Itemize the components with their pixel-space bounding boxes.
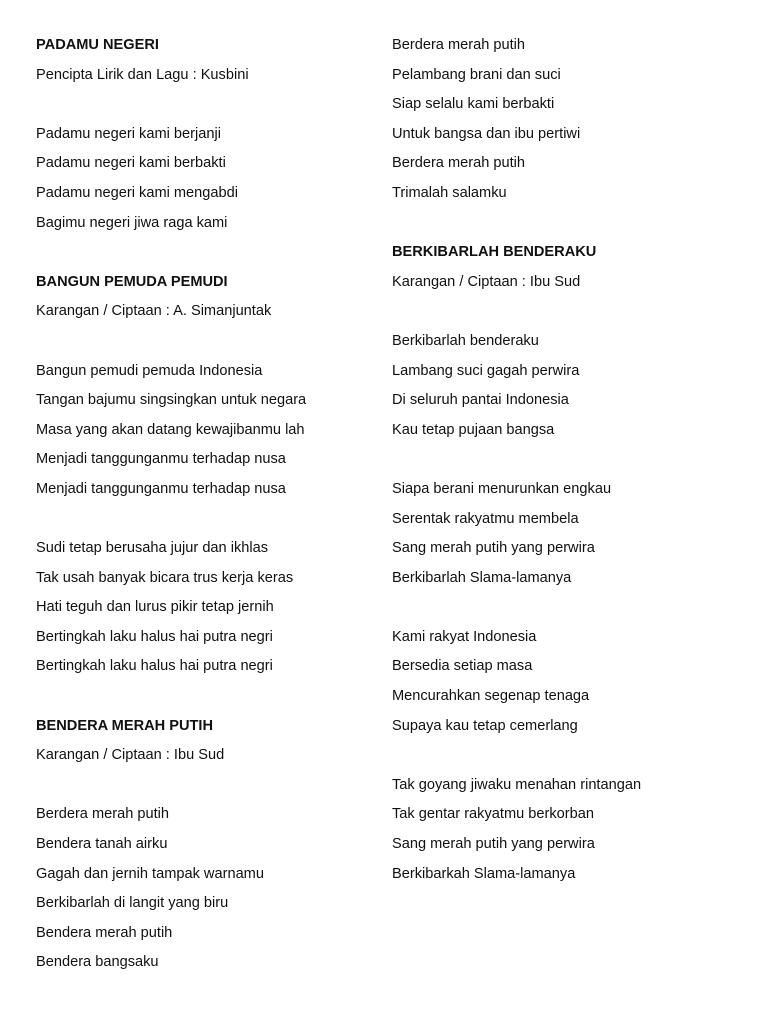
lyric-line: Tak usah banyak bicara trus kerja keras [36,569,294,586]
lyric-line: Bertingkah laku halus hai putra negri [36,658,273,675]
lyric-line: Berkibarlah Slama-lamanya [392,569,572,586]
stanza-gap [36,505,376,535]
lyric-line: Untuk bangsa dan ibu pertiwi [392,125,581,142]
lyric-line: Siapa berani menurunkan engkau [392,480,612,497]
lyric-line: Gagah dan jernih tampak warnamu [36,865,264,882]
stanza-gap [36,771,376,801]
lyric-line: Serentak rakyatmu membela [392,510,579,527]
lyric-line: Sang merah putih yang perwira [392,836,595,853]
lyric-line: Padamu negeri kami berbakti [36,155,226,172]
song-title: BENDERA MERAH PUTIH [36,717,214,734]
lyric-line: Bendera merah putih [36,924,173,941]
lyric-line: Karangan / Ciptaan : Ibu Sud [392,273,581,290]
stanza-gap [36,327,376,357]
lyric-line: Kami rakyat Indonesia [392,628,537,645]
stanza-gap [392,297,732,327]
lyric-line: Karangan / Ciptaan : A. Simanjuntak [36,303,272,320]
stanza-gap [36,682,376,712]
lyric-line: Tak gentar rakyatmu berkorban [392,806,594,823]
lyric-line: Padamu negeri kami mengabdi [36,184,238,201]
lyric-line: Lambang suci gagah perwira [392,362,580,379]
lyric-line: Bertingkah laku halus hai putra negri [36,628,273,645]
lyric-line: Sang merah putih yang perwira [392,540,595,557]
lyric-line: Sudi tetap berusaha jujur dan ikhlas [36,540,269,557]
lyric-line: Bendera tanah airku [36,836,168,853]
lyric-line: Menjadi tanggunganmu terhadap nusa [36,451,286,468]
lyric-line: Bangun pemudi pemuda Indonesia [36,362,263,379]
lyric-line: Kau tetap pujaan bangsa [392,421,555,438]
lyric-line: Pelambang brani dan suci [392,66,561,83]
lyric-line: Di seluruh pantai Indonesia [392,392,569,409]
lyric-line: Masa yang akan datang kewajibanmu lah [36,421,305,438]
lyric-line: Siap selalu kami berbakti [392,96,555,113]
lyric-line: Tangan bajumu singsingkan untuk negara [36,392,307,409]
lyric-line: Bendera bangsaku [36,954,159,971]
lyric-line: Padamu negeri kami berjanji [36,125,221,142]
song-title: BANGUN PEMUDA PEMUDI [36,273,228,290]
lyric-line: Tak goyang jiwaku menahan rintangan [392,776,642,793]
lyric-line: Berdera merah putih [392,155,526,172]
stanza-gap [36,90,376,120]
stanza-gap [392,209,732,239]
right-column [392,31,732,889]
lyric-line: Berkibarlah benderaku [392,332,539,349]
lyric-line: Berdera merah putih [392,37,526,53]
lyric-line: Berdera merah putih [36,806,170,823]
lyric-line: Hati teguh dan lurus pikir tetap jernih [36,599,274,616]
stanza-gap [392,445,732,475]
left-column [36,31,376,978]
lyric-line: Pencipta Lirik dan Lagu : Kusbini [36,66,249,83]
lyric-line: Supaya kau tetap cemerlang [392,717,578,734]
stanza-gap [392,593,732,623]
lyric-line: Bagimu negeri jiwa raga kami [36,214,228,231]
lyric-line: Trimalah salamku [392,184,507,201]
lyric-line: Berkibarlah di langit yang biru [36,895,229,912]
lyric-line: Bersedia setiap masa [392,658,533,675]
stanza-gap [392,741,732,771]
stanza-gap [36,238,376,268]
lyric-line: Mencurahkan segenap tenaga [392,688,590,705]
lyric-line: Berkibarkah Slama-lamanya [392,865,576,882]
lyric-line: Menjadi tanggunganmu terhadap nusa [36,480,286,497]
song-title: BERKIBARLAH BENDERAKU [392,244,597,261]
lyric-line: Karangan / Ciptaan : Ibu Sud [36,747,225,764]
song-title: PADAMU NEGERI [36,37,159,53]
